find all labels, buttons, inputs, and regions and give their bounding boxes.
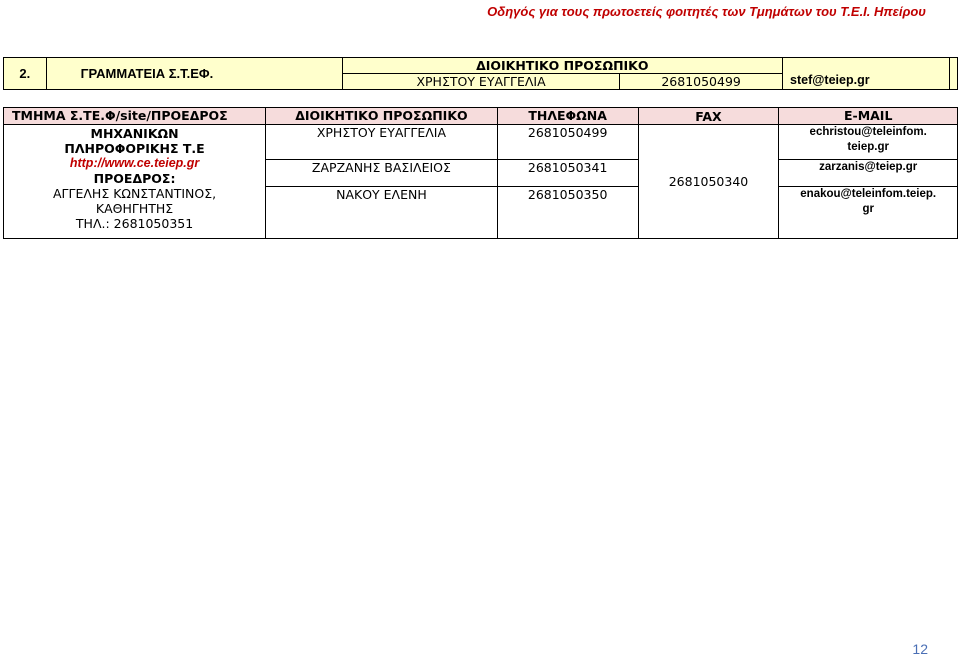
- column-header: E-MAIL: [779, 108, 958, 125]
- table-header-row: [4, 108, 958, 125]
- empty-cell: [949, 58, 957, 90]
- staff-phone: 2681050350: [497, 187, 638, 239]
- staff-name: ΧΡΗΣΤΟΥ ΕΥΑΓΓΕΛΙΑ: [266, 125, 498, 160]
- document-header-title: Οδηγός για τους πρωτοετείς φοιτητές των Τμημάτων του Τ.Ε.Ι. Ηπείρου: [487, 4, 926, 19]
- email-text[interactable]: echristou@teleinfom.: [809, 126, 927, 138]
- staff-phone: 2681050499: [497, 125, 638, 160]
- secretariat-email[interactable]: stef@teiep.gr: [790, 73, 870, 87]
- staff-header: ΔΙΟΙΚΗΤΙΚΟ ΠΡΟΣΩΠΙΚΟ: [342, 58, 782, 74]
- department-phone: ΤΗΛ.: 2681050351: [75, 216, 194, 231]
- table-row: [4, 125, 958, 160]
- column-header: FAX: [638, 108, 779, 125]
- secretariat-label: ΓΡΑΜΜΑΤΕΙΑ Σ.Τ.ΕΦ.: [46, 58, 342, 90]
- staff-name: ΖΑΡΖΑΝΗΣ ΒΑΣΙΛΕΙΟΣ: [266, 160, 498, 187]
- department-website-link[interactable]: http://www.ce.teiep.gr: [69, 156, 200, 170]
- department-cell: [4, 125, 266, 239]
- president-title: ΚΑΘΗΓΗΤΗΣ: [95, 201, 174, 216]
- section-number: 2.: [4, 58, 47, 90]
- president-name: ΑΓΓΕΛΗΣ ΚΩΝΣΤΑΝΤΙΝΟΣ,: [53, 186, 217, 201]
- fax-number: 2681050340: [638, 125, 779, 239]
- president-label: ΠΡΟΕΔΡΟΣ:: [93, 171, 176, 186]
- email-text[interactable]: enakou@teleinfom.teiep.: [800, 188, 937, 200]
- department-name: ΠΛΗΡΟΦΟΡΙΚΗΣ Τ.Ε: [64, 141, 205, 156]
- page-number: 12: [912, 641, 928, 657]
- column-header: ΤΜΗΜΑ Σ.ΤΕ.Φ/site/ΠΡΟΕΔΡΟΣ: [4, 108, 266, 125]
- department-contacts-table: [3, 107, 958, 239]
- department-name: ΜΗΧΑΝΙΚΩΝ: [90, 126, 179, 141]
- email-text[interactable]: zarzanis@teiep.gr: [819, 161, 918, 173]
- staff-name: ΧΡΗΣΤΟΥ ΕΥΑΓΓΕΛΙΑ: [342, 74, 620, 90]
- staff-phone: 2681050499: [620, 74, 782, 90]
- email-text[interactable]: teiep.gr: [847, 141, 889, 153]
- staff-name: ΝΑΚΟΥ ΕΛΕΝΗ: [266, 187, 498, 239]
- staff-email[interactable]: [779, 160, 958, 187]
- staff-email[interactable]: [779, 125, 958, 160]
- staff-email[interactable]: [779, 187, 958, 239]
- column-header: ΔΙΟΙΚΗΤΙΚΟ ΠΡΟΣΩΠΙΚΟ: [266, 108, 498, 125]
- column-header: ΤΗΛΕΦΩΝΑ: [497, 108, 638, 125]
- email-text[interactable]: gr: [862, 203, 874, 215]
- staff-phone: 2681050341: [497, 160, 638, 187]
